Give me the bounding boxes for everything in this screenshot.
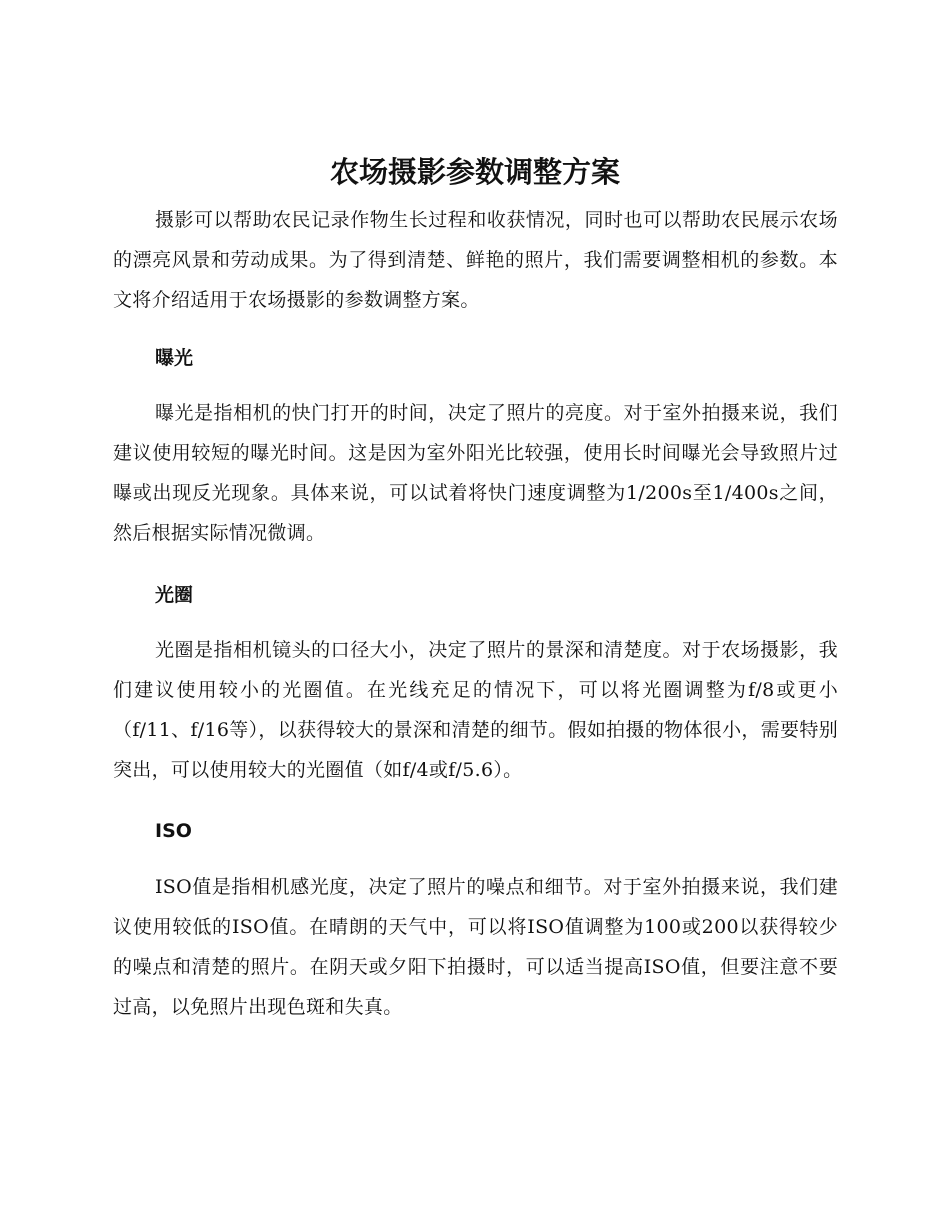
intro-paragraph: 摄影可以帮助农民记录作物生长过程和收获情况，同时也可以帮助农民展示农场的漂亮风景和劳动成果。为了得到清楚、鲜艳的照片，我们需要调整相机的参数。本文将介绍适用于农场摄影的参数调整方案。 (113, 209, 838, 311)
section-body-aperture: 光圈是指相机镜头的口径大小，决定了照片的景深和清楚度。对于农场摄影，我们建议使用较小的光圈值。在光线充足的情况下，可以将光圈调整为f/8或更小（f/11、f/16等），以获得较大的景深和清楚的细节。假如拍摄的物体很小，需要特别突出，可以使用较大的光圈值（如f/4或f/5.6）。 (113, 639, 838, 781)
section-heading-aperture: 光圈 (155, 584, 194, 606)
section-body-exposure: 曝光是指相机的快门打开的时间，决定了照片的亮度。对于室外拍摄来说，我们建议使用较短的曝光时间。这是因为室外阳光比较强，使用长时间曝光会导致照片过曝或出现反光现象。具体来说，可以试着将快门速度调整为1/200s至1/400s之间，然后根据实际情况微调。 (113, 402, 838, 544)
section-body-iso: ISO值是指相机感光度，决定了照片的噪点和细节。对于室外拍摄来说，我们建议使用较低的ISO值。在晴朗的天气中，可以将ISO值调整为100或200以获得较少的噪点和清楚的照片。在阴天或夕阳下拍摄时，可以适当提高ISO值，但要注意不要过高，以免照片出现色斑和失真。 (113, 876, 838, 1018)
section-heading-iso: ISO (155, 820, 192, 842)
document-title: 农场摄影参数调整方案 (329, 155, 620, 189)
section-heading-exposure: 曝光 (155, 347, 194, 369)
